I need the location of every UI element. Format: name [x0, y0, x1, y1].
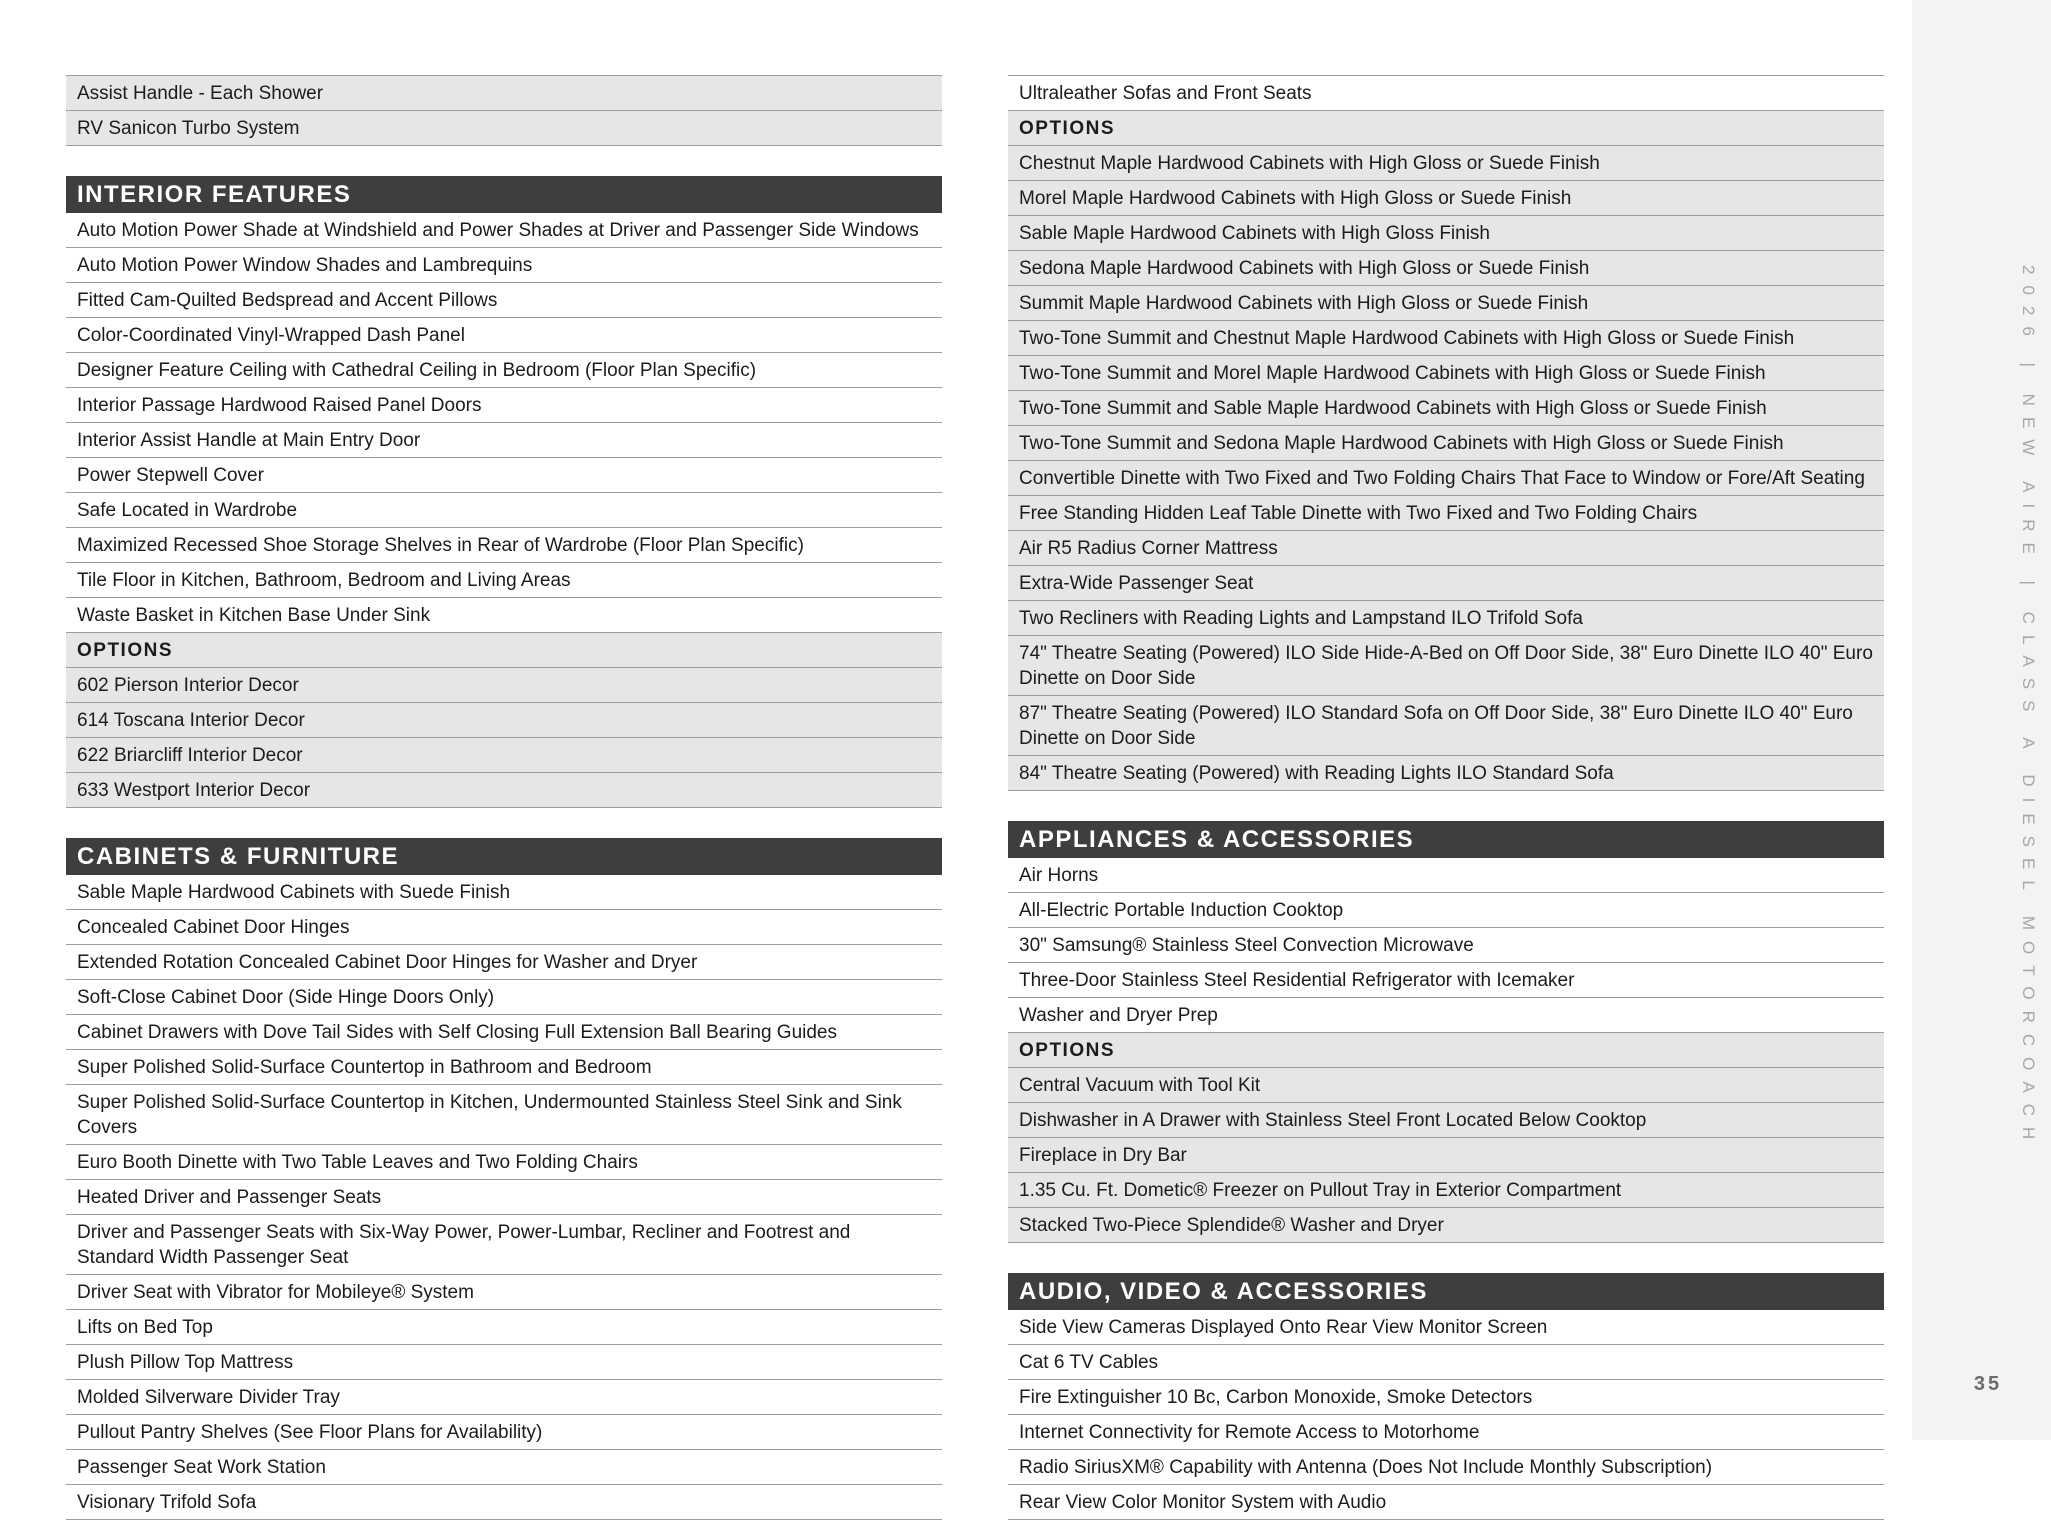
- list-item: 622 Briarcliff Interior Decor: [66, 738, 942, 773]
- list-item: Extra-Wide Passenger Seat: [1008, 566, 1884, 601]
- list-item: Visionary Trifold Sofa: [66, 1485, 942, 1520]
- list-item: Heated Driver and Passenger Seats: [66, 1180, 942, 1215]
- list-item: Driver and Passenger Seats with Six-Way Power, Power-Lumbar, Recliner and Footrest and Standard Width Passenger Seat: [66, 1215, 942, 1275]
- list-item: 84" Theatre Seating (Powered) with Reading Lights ILO Standard Sofa: [1008, 756, 1884, 791]
- list-item: Soft-Close Cabinet Door (Side Hinge Doors Only): [66, 980, 942, 1015]
- list-item: Central Vacuum with Tool Kit: [1008, 1068, 1884, 1103]
- right-column: [1008, 75, 1884, 1520]
- list-item: Super Polished Solid-Surface Countertop in Bathroom and Bedroom: [66, 1050, 942, 1085]
- interior-features-options-list: [66, 668, 942, 808]
- section-header-audio-video-accessories: AUDIO, VIDEO & ACCESSORIES: [1008, 1273, 1884, 1310]
- section-header-cabinets-furniture: CABINETS & FURNITURE: [66, 838, 942, 875]
- list-item: Auto Motion Power Window Shades and Lambrequins: [66, 248, 942, 283]
- list-item: Two-Tone Summit and Sedona Maple Hardwood Cabinets with High Gloss or Suede Finish: [1008, 426, 1884, 461]
- list-item: Internet Connectivity for Remote Access to Motorhome: [1008, 1415, 1884, 1450]
- list-item: Morel Maple Hardwood Cabinets with High Gloss or Suede Finish: [1008, 181, 1884, 216]
- list-item: Plush Pillow Top Mattress: [66, 1345, 942, 1380]
- continuation-list: [66, 75, 942, 146]
- options-label: OPTIONS: [1008, 111, 1884, 146]
- list-item: All-Electric Portable Induction Cooktop: [1008, 893, 1884, 928]
- cabinets-furniture-standard-list: [66, 875, 942, 1520]
- list-item: Air R5 Radius Corner Mattress: [1008, 531, 1884, 566]
- list-item: Fireplace in Dry Bar: [1008, 1138, 1884, 1173]
- options-label: OPTIONS: [1008, 1033, 1884, 1068]
- running-title: 2026 | NEW AIRE | CLASS A DIESEL MOTORCOACH: [2019, 265, 2038, 1151]
- list-item: 74" Theatre Seating (Powered) ILO Side Hide-A-Bed on Off Door Side, 38" Euro Dinette ILO 40" Euro Dinette on Door Side: [1008, 636, 1884, 696]
- list-item: Tile Floor in Kitchen, Bathroom, Bedroom and Living Areas: [66, 563, 942, 598]
- list-item: 602 Pierson Interior Decor: [66, 668, 942, 703]
- list-item: Two Recliners with Reading Lights and Lampstand ILO Trifold Sofa: [1008, 601, 1884, 636]
- list-item: Two-Tone Summit and Morel Maple Hardwood Cabinets with High Gloss or Suede Finish: [1008, 356, 1884, 391]
- list-item: Three-Door Stainless Steel Residential Refrigerator with Icemaker: [1008, 963, 1884, 998]
- section-header-appliances-accessories: APPLIANCES & ACCESSORIES: [1008, 821, 1884, 858]
- list-item: Cat 6 TV Cables: [1008, 1345, 1884, 1380]
- list-item: Passenger Seat Work Station: [66, 1450, 942, 1485]
- list-item: Two-Tone Summit and Chestnut Maple Hardwood Cabinets with High Gloss or Suede Finish: [1008, 321, 1884, 356]
- list-item: Radio SiriusXM® Capability with Antenna (Does Not Include Monthly Subscription): [1008, 1450, 1884, 1485]
- list-item: Chestnut Maple Hardwood Cabinets with High Gloss or Suede Finish: [1008, 146, 1884, 181]
- continuation-standard-list: [1008, 75, 1884, 111]
- list-item: 633 Westport Interior Decor: [66, 773, 942, 808]
- list-item: 614 Toscana Interior Decor: [66, 703, 942, 738]
- cabinet-options-list: [1008, 146, 1884, 791]
- list-item: Concealed Cabinet Door Hinges: [66, 910, 942, 945]
- list-item: Assist Handle - Each Shower: [66, 76, 942, 111]
- list-item: RV Sanicon Turbo System: [66, 111, 942, 146]
- list-item: Sable Maple Hardwood Cabinets with Suede Finish: [66, 875, 942, 910]
- list-item: Free Standing Hidden Leaf Table Dinette with Two Fixed and Two Folding Chairs: [1008, 496, 1884, 531]
- list-item: 30" Samsung® Stainless Steel Convection Microwave: [1008, 928, 1884, 963]
- left-column: [66, 75, 942, 1520]
- list-item: Power Stepwell Cover: [66, 458, 942, 493]
- list-item: Rear View Color Monitor System with Audio: [1008, 1485, 1884, 1520]
- list-item: Auto Motion Power Shade at Windshield and Power Shades at Driver and Passenger Side Windows: [66, 213, 942, 248]
- list-item: Side View Cameras Displayed Onto Rear View Monitor Screen: [1008, 1310, 1884, 1345]
- list-item: Stacked Two-Piece Splendide® Washer and Dryer: [1008, 1208, 1884, 1243]
- list-item: 87" Theatre Seating (Powered) ILO Standard Sofa on Off Door Side, 38" Euro Dinette ILO 40" Euro Dinette on Door Side: [1008, 696, 1884, 756]
- list-item: Sedona Maple Hardwood Cabinets with High Gloss or Suede Finish: [1008, 251, 1884, 286]
- list-item: Lifts on Bed Top: [66, 1310, 942, 1345]
- interior-features-standard-list: [66, 213, 942, 633]
- list-item: Pullout Pantry Shelves (See Floor Plans for Availability): [66, 1415, 942, 1450]
- list-item: Dishwasher in A Drawer with Stainless Steel Front Located Below Cooktop: [1008, 1103, 1884, 1138]
- list-item: Washer and Dryer Prep: [1008, 998, 1884, 1033]
- appliances-standard-list: [1008, 858, 1884, 1033]
- list-item: Driver Seat with Vibrator for Mobileye® System: [66, 1275, 942, 1310]
- list-item: Designer Feature Ceiling with Cathedral Ceiling in Bedroom (Floor Plan Specific): [66, 353, 942, 388]
- list-item: Molded Silverware Divider Tray: [66, 1380, 942, 1415]
- list-item: Fire Extinguisher 10 Bc, Carbon Monoxide, Smoke Detectors: [1008, 1380, 1884, 1415]
- list-item: Ultraleather Sofas and Front Seats: [1008, 76, 1884, 111]
- appliances-options-list: [1008, 1068, 1884, 1243]
- list-item: Two-Tone Summit and Sable Maple Hardwood Cabinets with High Gloss or Suede Finish: [1008, 391, 1884, 426]
- list-item: Safe Located in Wardrobe: [66, 493, 942, 528]
- list-item: Waste Basket in Kitchen Base Under Sink: [66, 598, 942, 633]
- list-item: Summit Maple Hardwood Cabinets with High Gloss or Suede Finish: [1008, 286, 1884, 321]
- list-item: Maximized Recessed Shoe Storage Shelves in Rear of Wardrobe (Floor Plan Specific): [66, 528, 942, 563]
- list-item: Super Polished Solid-Surface Countertop in Kitchen, Undermounted Stainless Steel Sink and Sink Covers: [66, 1085, 942, 1145]
- list-item: Interior Assist Handle at Main Entry Door: [66, 423, 942, 458]
- section-header-interior-features: INTERIOR FEATURES: [66, 176, 942, 213]
- audio-video-standard-list: [1008, 1310, 1884, 1520]
- list-item: Fitted Cam-Quilted Bedspread and Accent Pillows: [66, 283, 942, 318]
- options-label: OPTIONS: [66, 633, 942, 668]
- list-item: Cabinet Drawers with Dove Tail Sides with Self Closing Full Extension Ball Bearing Guides: [66, 1015, 942, 1050]
- list-item: Sable Maple Hardwood Cabinets with High Gloss Finish: [1008, 216, 1884, 251]
- list-item: Interior Passage Hardwood Raised Panel Doors: [66, 388, 942, 423]
- page-number: 35: [1973, 1373, 2003, 1395]
- list-item: Convertible Dinette with Two Fixed and Two Folding Chairs That Face to Window or Fore/Aft Seating: [1008, 461, 1884, 496]
- list-item: Air Horns: [1008, 858, 1884, 893]
- list-item: Euro Booth Dinette with Two Table Leaves and Two Folding Chairs: [66, 1145, 942, 1180]
- list-item: 1.35 Cu. Ft. Dometic® Freezer on Pullout Tray in Exterior Compartment: [1008, 1173, 1884, 1208]
- list-item: Color-Coordinated Vinyl-Wrapped Dash Panel: [66, 318, 942, 353]
- list-item: Extended Rotation Concealed Cabinet Door Hinges for Washer and Dryer: [66, 945, 942, 980]
